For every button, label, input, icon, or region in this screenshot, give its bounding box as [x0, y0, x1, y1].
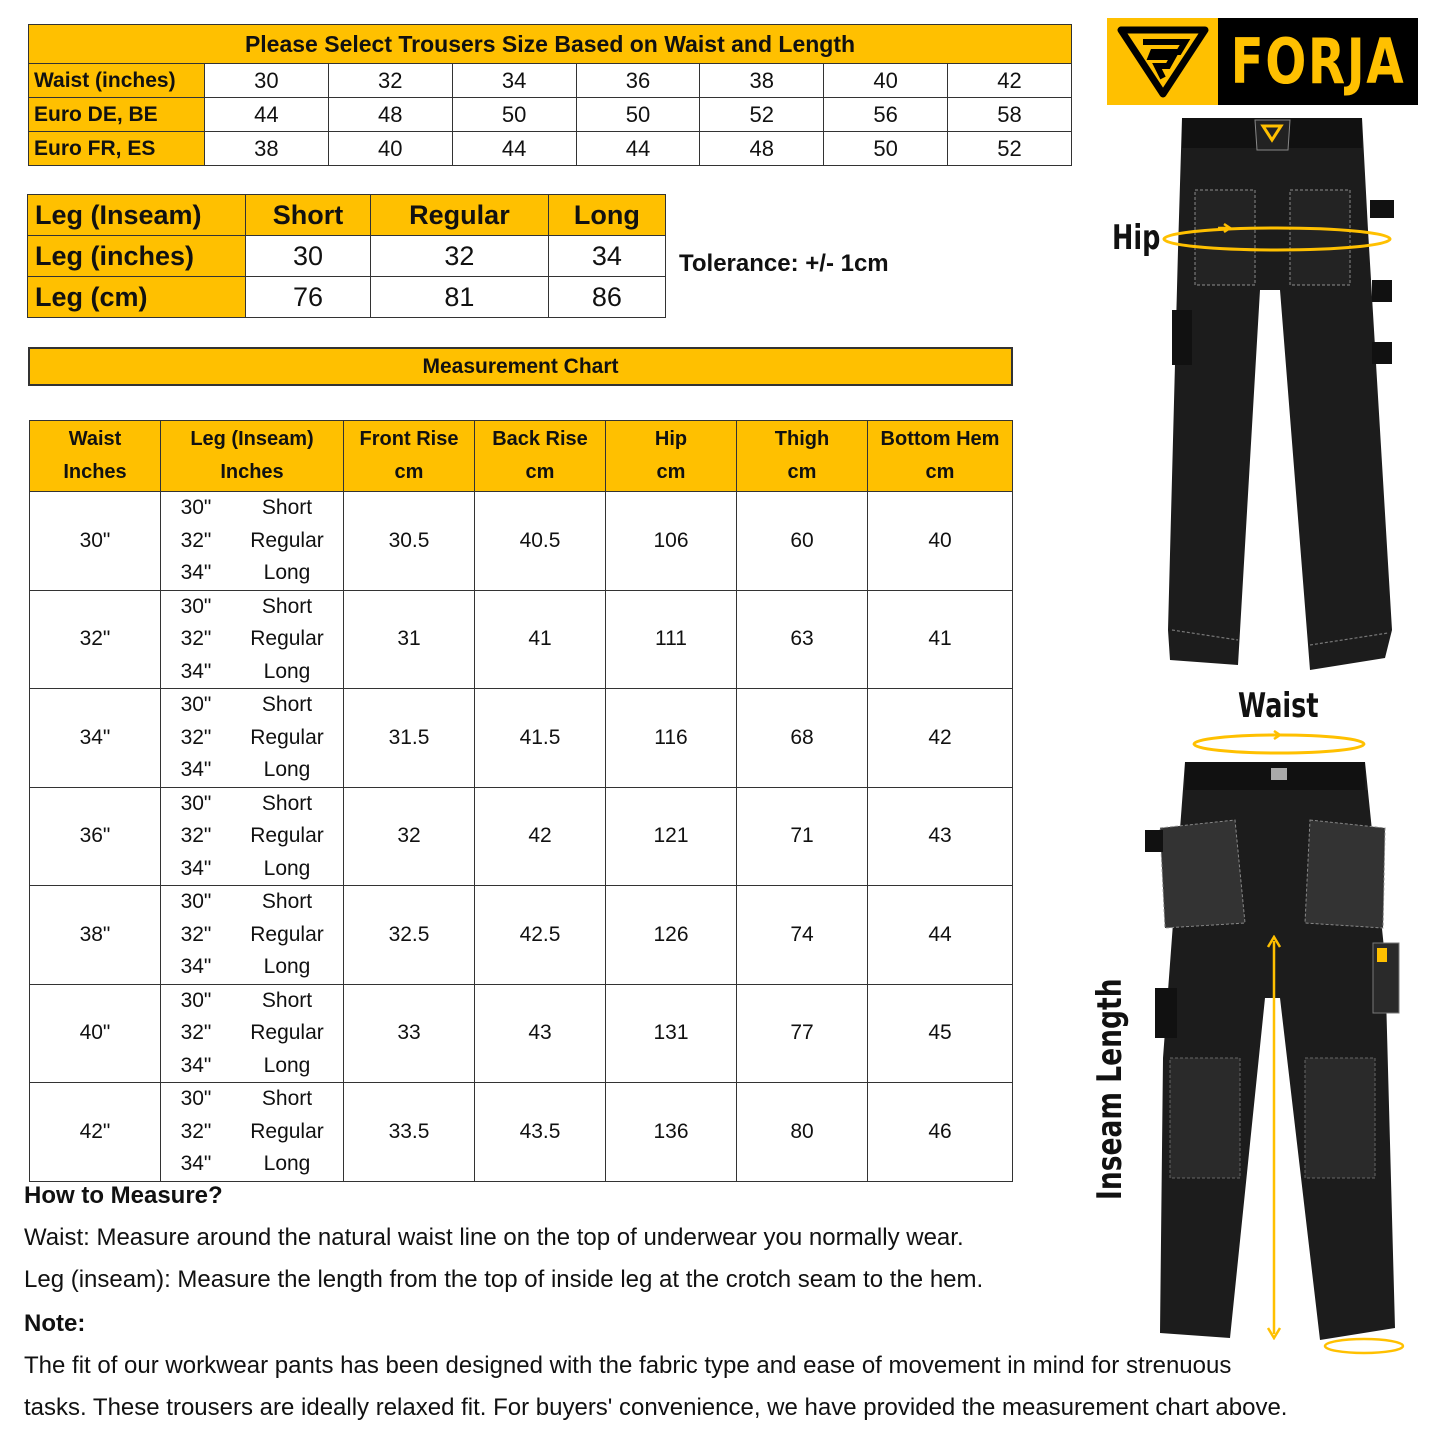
- bottom-hem-cell: 41: [868, 590, 1013, 689]
- fit-name: Long: [263, 1053, 311, 1077]
- fit-cell: [231, 886, 344, 985]
- waist-cell: 32": [30, 590, 161, 689]
- leg-row-cm: [28, 277, 666, 318]
- cell: 48: [328, 98, 452, 132]
- cell: 50: [824, 132, 948, 166]
- fit-name: Short: [261, 1087, 313, 1110]
- hip-cell: 111: [606, 590, 737, 689]
- note-line-2: tasks. These trousers are ideally relaxed fit. For buyers' convenience, we have provided the measurement chart above.: [24, 1394, 1288, 1421]
- cell: 38: [700, 64, 824, 98]
- fit-name: Short: [261, 693, 313, 716]
- measurement-chart-table: [29, 420, 1013, 1182]
- fit-name: Regular: [250, 1119, 324, 1143]
- chart-header-row: [30, 421, 1013, 492]
- hip-measure-icon: [1160, 222, 1395, 256]
- cell: 40: [328, 132, 452, 166]
- leg-table-header: [28, 195, 666, 236]
- leg-length: 34": [180, 856, 212, 880]
- thigh-cell: 68: [737, 689, 868, 788]
- fit-name: Regular: [250, 922, 324, 946]
- header-thigh: Thigh cm: [737, 421, 868, 492]
- leg-header-regular: Regular: [371, 195, 549, 236]
- bottom-hem-cell: 40: [868, 492, 1013, 591]
- cell: 52: [700, 98, 824, 132]
- front-rise-cell: 31: [344, 590, 475, 689]
- thigh-cell: 71: [737, 787, 868, 886]
- bottom-hem-cell: 46: [868, 1083, 1013, 1182]
- back-rise-cell: 43.5: [475, 1083, 606, 1182]
- leg-length-cell: [161, 492, 232, 591]
- leg-length: 34": [180, 758, 212, 781]
- leg-length: 32": [180, 1021, 212, 1044]
- waist-cell: 40": [30, 984, 161, 1083]
- waist-cell: 38": [30, 886, 161, 985]
- header-front-rise: Front Rise cm: [344, 421, 475, 492]
- chart-row: [30, 1083, 1013, 1182]
- cell: 58: [948, 98, 1072, 132]
- row-label: Leg (cm): [28, 277, 246, 318]
- back-rise-cell: 41.5: [475, 689, 606, 788]
- back-rise-cell: 43: [475, 984, 606, 1083]
- header-bottom-hem: Bottom Hem cm: [868, 421, 1013, 492]
- fit-cell: [231, 492, 344, 591]
- cell: 44: [452, 132, 576, 166]
- leg-length-cell: [161, 1083, 232, 1182]
- leg-length-cell: [161, 787, 232, 886]
- row-label: Euro DE, BE: [29, 98, 205, 132]
- hip-cell: 116: [606, 689, 737, 788]
- brand-name: FORJA: [1230, 25, 1406, 98]
- trousers-back-image: [1160, 110, 1405, 675]
- inseam-label-wrap: [1090, 916, 1130, 1200]
- leg-length: 32": [180, 528, 212, 552]
- leg-length: 32": [180, 627, 212, 650]
- front-rise-cell: 30.5: [344, 492, 475, 591]
- header-leg: Leg (Inseam) Inches: [161, 421, 344, 492]
- leg-length: 30": [180, 988, 212, 1012]
- fit-name: Long: [263, 758, 311, 781]
- cell: 40: [824, 64, 948, 98]
- fit-name: Long: [263, 561, 311, 584]
- leg-length: 30": [180, 1087, 212, 1110]
- note-line-1: The fit of our workwear pants has been designed with the fabric type and ease of movement in mind for strenuous: [24, 1352, 1232, 1379]
- inseam-label: Inseam Length: [1090, 978, 1130, 1200]
- leg-length: 34": [180, 955, 212, 978]
- leg-header-short: Short: [246, 195, 371, 236]
- leg-length-cell: [161, 590, 232, 689]
- leg-table: [27, 194, 666, 318]
- thigh-cell: 60: [737, 492, 868, 591]
- cell: 44: [576, 132, 700, 166]
- cell: 81: [371, 277, 549, 318]
- cell: 34: [548, 236, 665, 277]
- waist-cell: 34": [30, 689, 161, 788]
- cell: 44: [205, 98, 329, 132]
- fit-name: Long: [263, 1152, 311, 1175]
- cell: 32: [328, 64, 452, 98]
- waist-measure-icon: [1190, 730, 1368, 760]
- thigh-cell: 63: [737, 590, 868, 689]
- cell: 56: [824, 98, 948, 132]
- leg-length: 30": [180, 791, 212, 815]
- hip-cell: 131: [606, 984, 737, 1083]
- leg-length: 30": [180, 594, 212, 618]
- header-hip: Hip cm: [606, 421, 737, 492]
- row-label: Euro FR, ES: [29, 132, 205, 166]
- forja-emblem-icon: [1113, 24, 1213, 99]
- fit-cell: [231, 590, 344, 689]
- hip-cell: 106: [606, 492, 737, 591]
- row-label: Waist (inches): [29, 64, 205, 98]
- chart-row: [30, 886, 1013, 985]
- cell: 30: [205, 64, 329, 98]
- how-to-waist: Waist: Measure around the natural waist line on the top of underwear you normally wear.: [24, 1224, 964, 1251]
- size-row-euro-de: [29, 98, 1072, 132]
- how-to-leg: Leg (inseam): Measure the length from the top of inside leg at the crotch seam to the hem.: [24, 1266, 984, 1293]
- fit-cell: [231, 984, 344, 1083]
- front-rise-cell: 32.5: [344, 886, 475, 985]
- leg-length: 32": [180, 824, 212, 847]
- waist-cell: 42": [30, 1083, 161, 1182]
- leg-length-cell: [161, 984, 232, 1083]
- leg-length-cell: [161, 689, 232, 788]
- hip-cell: 121: [606, 787, 737, 886]
- back-rise-cell: 41: [475, 590, 606, 689]
- fit-cell: [231, 689, 344, 788]
- leg-length: 30": [180, 890, 212, 913]
- chart-row: [30, 984, 1013, 1083]
- hip-cell: 126: [606, 886, 737, 985]
- fit-name: Regular: [250, 1021, 324, 1044]
- leg-length: 32": [180, 1119, 212, 1143]
- note-heading: Note:: [24, 1310, 86, 1337]
- front-rise-cell: 31.5: [344, 689, 475, 788]
- leg-header-label: Leg (Inseam): [28, 195, 246, 236]
- size-table: [28, 24, 1072, 166]
- brand-name-box: [1218, 18, 1418, 105]
- front-rise-cell: 33.5: [344, 1083, 475, 1182]
- chart-row: [30, 787, 1013, 886]
- chart-row: [30, 590, 1013, 689]
- row-label: Leg (inches): [28, 236, 246, 277]
- chart-row: [30, 492, 1013, 591]
- fit-name: Long: [263, 659, 311, 683]
- bottom-hem-cell: 44: [868, 886, 1013, 985]
- measurement-chart-title: Measurement Chart: [28, 347, 1013, 386]
- waist-label: Waist: [1238, 686, 1319, 726]
- leg-row-inches: [28, 236, 666, 277]
- header-back-rise: Back Rise cm: [475, 421, 606, 492]
- fit-name: Regular: [250, 627, 324, 650]
- cell: 36: [576, 64, 700, 98]
- leg-length: 30": [180, 496, 212, 519]
- leg-length-cell: [161, 886, 232, 985]
- leg-length: 30": [180, 693, 212, 716]
- tolerance-note: Tolerance: +/- 1cm: [679, 250, 889, 277]
- cell: 52: [948, 132, 1072, 166]
- cell: 42: [948, 64, 1072, 98]
- fit-name: Long: [263, 955, 311, 978]
- size-table-title: Please Select Trousers Size Based on Waist and Length: [29, 25, 1072, 64]
- waist-cell: 36": [30, 787, 161, 886]
- fit-cell: [231, 1083, 344, 1182]
- how-to-heading: How to Measure?: [24, 1182, 223, 1209]
- cell: 38: [205, 132, 329, 166]
- leg-length: 34": [180, 1152, 212, 1175]
- leg-length: 34": [180, 659, 212, 683]
- header-waist: Waist Inches: [30, 421, 161, 492]
- leg-length: 34": [180, 561, 212, 584]
- fit-name: Regular: [250, 528, 324, 552]
- front-rise-cell: 33: [344, 984, 475, 1083]
- fit-name: Short: [261, 594, 313, 618]
- waist-cell: 30": [30, 492, 161, 591]
- fit-name: Short: [261, 890, 313, 913]
- back-rise-cell: 42: [475, 787, 606, 886]
- fit-name: Short: [261, 496, 313, 519]
- thigh-cell: 77: [737, 984, 868, 1083]
- thigh-cell: 74: [737, 886, 868, 985]
- back-rise-cell: 40.5: [475, 492, 606, 591]
- leg-length: 34": [180, 1053, 212, 1077]
- chart-row: [30, 689, 1013, 788]
- cell: 48: [700, 132, 824, 166]
- bottom-hem-cell: 42: [868, 689, 1013, 788]
- hem-measure-icon: [1322, 1335, 1406, 1357]
- leg-length: 32": [180, 725, 212, 749]
- leg-length: 32": [180, 922, 212, 946]
- size-row-euro-fr: [29, 132, 1072, 166]
- cell: 30: [246, 236, 371, 277]
- size-row-waist: [29, 64, 1072, 98]
- fit-name: Regular: [250, 725, 324, 749]
- cell: 50: [452, 98, 576, 132]
- bottom-hem-cell: 45: [868, 984, 1013, 1083]
- fit-name: Short: [261, 791, 313, 815]
- front-rise-cell: 32: [344, 787, 475, 886]
- cell: 86: [548, 277, 665, 318]
- hip-cell: 136: [606, 1083, 737, 1182]
- cell: 34: [452, 64, 576, 98]
- fit-name: Regular: [250, 824, 324, 847]
- leg-header-long: Long: [548, 195, 665, 236]
- fit-cell: [231, 787, 344, 886]
- back-rise-cell: 42.5: [475, 886, 606, 985]
- fit-name: Short: [261, 988, 313, 1012]
- inseam-arrow-icon: [1264, 935, 1284, 1340]
- cell: 76: [246, 277, 371, 318]
- cell: 50: [576, 98, 700, 132]
- fit-name: Long: [263, 856, 311, 880]
- cell: 32: [371, 236, 549, 277]
- thigh-cell: 80: [737, 1083, 868, 1182]
- hip-label: Hip: [1112, 218, 1161, 258]
- bottom-hem-cell: 43: [868, 787, 1013, 886]
